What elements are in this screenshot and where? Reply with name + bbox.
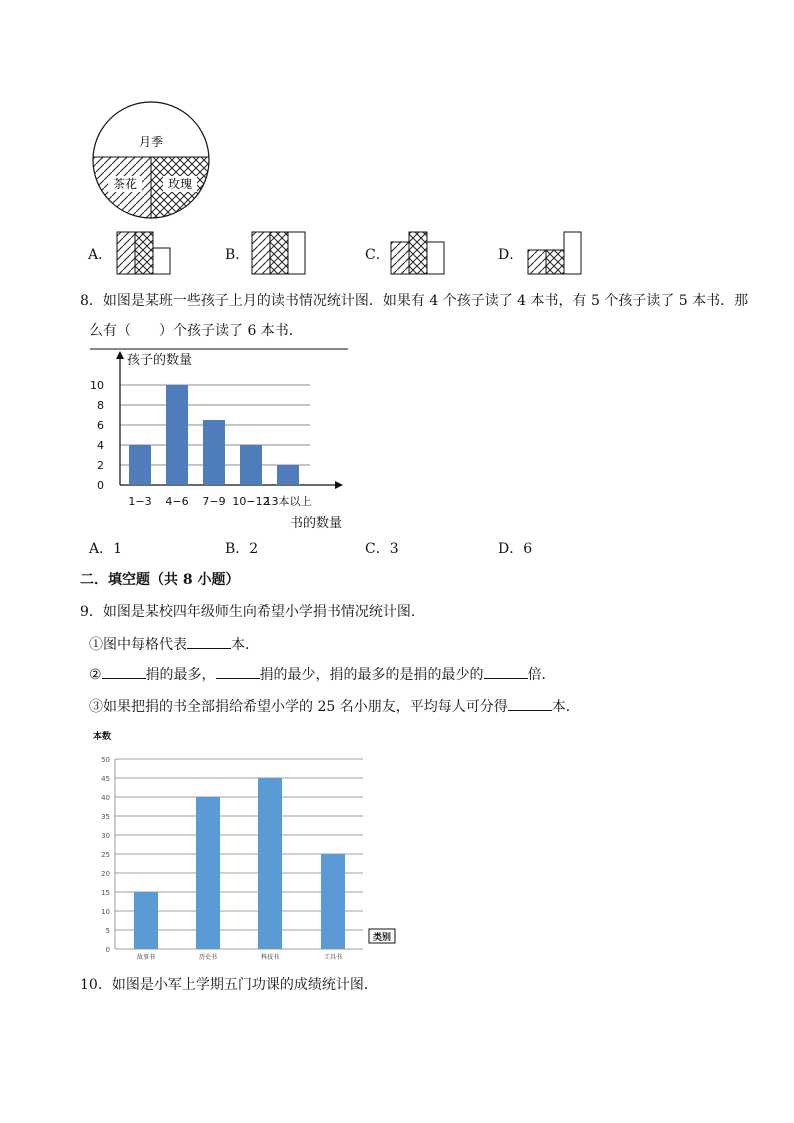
q9-sub1-text-b: 本． xyxy=(231,637,259,653)
y-axis-arrow xyxy=(116,351,124,359)
answer-blank[interactable] xyxy=(484,664,528,679)
y-tick-label: 15 xyxy=(101,889,110,897)
y-tick-label: 25 xyxy=(101,851,110,859)
y-axis-label: 本数 xyxy=(93,732,112,742)
answer-blank[interactable] xyxy=(102,664,146,679)
circle-label-top: 月季 xyxy=(138,135,164,149)
x-tick-label: 故事书 xyxy=(136,954,156,961)
circle-label-left: 茶花 xyxy=(112,177,138,191)
x-tick-label: 1−3 xyxy=(128,495,152,508)
q8-option-a: A．1 xyxy=(89,541,123,557)
answer-blank[interactable] xyxy=(508,696,552,711)
answer-blank[interactable] xyxy=(187,634,231,649)
bar xyxy=(321,854,345,949)
option-b-bars xyxy=(250,230,310,276)
q8-option-d: D．6 xyxy=(498,541,533,557)
reading-bar-chart xyxy=(85,345,355,535)
option-a-label: A． xyxy=(88,247,113,263)
y-tick-label: 30 xyxy=(101,832,110,840)
q9-sub1 xyxy=(89,634,259,654)
option-b-label: B． xyxy=(225,247,250,263)
flower-circle-figure xyxy=(88,100,218,220)
y-tick-label: 6 xyxy=(97,419,104,432)
x-axis-label: 书的数量 xyxy=(290,516,343,531)
y-tick-label: 4 xyxy=(97,439,104,452)
bar xyxy=(196,797,220,949)
x-axis-label: 类别 xyxy=(372,933,392,943)
bar xyxy=(277,465,299,485)
y-tick-label: 40 xyxy=(101,794,110,802)
y-tick-label: 0 xyxy=(105,946,110,954)
option-c-label: C． xyxy=(365,247,390,263)
option-d-label: D． xyxy=(498,247,524,263)
q9-sub2-text-c: 捐的最少，捐的最多的是捐的最少的 xyxy=(259,667,484,683)
answer-blank[interactable] xyxy=(216,664,260,679)
q9-sub3-text-a: ③如果把捐的书全部捐给希望小学的 25 名小朋友，平均每人可分得 xyxy=(89,699,508,715)
y-tick-label: 0 xyxy=(97,479,104,492)
x-tick-label: 10−12 xyxy=(232,495,270,508)
bar xyxy=(258,778,282,949)
q9-stem: 9．如图是某校四年级师生向希望小学捐书情况统计图． xyxy=(80,604,425,620)
section-title: 二．填空题（共 8 小题） xyxy=(80,572,240,588)
x-axis-arrow xyxy=(335,481,343,489)
book-donation-bar-chart xyxy=(85,725,405,965)
bar xyxy=(240,445,262,485)
x-tick-label: 科技书 xyxy=(260,954,280,961)
y-axis-label: 孩子的数量 xyxy=(127,353,193,368)
bar xyxy=(203,420,225,485)
y-tick-label: 50 xyxy=(101,756,110,764)
q9-sub1-text-a: ①图中每格代表 xyxy=(89,637,187,653)
option-c-bars xyxy=(389,230,449,276)
y-tick-label: 2 xyxy=(97,459,104,472)
x-tick-label: 13本以上 xyxy=(264,495,312,508)
q9-sub2 xyxy=(89,664,556,684)
q9-sub3-text-b: 本． xyxy=(551,699,580,715)
x-tick-label: 历史书 xyxy=(198,954,218,961)
y-tick-label: 20 xyxy=(101,870,110,878)
q9-sub2-text-d: 倍． xyxy=(527,667,556,683)
q8-stem-line1: 8．如图是某班一些孩子上月的读书情况统计图．如果有 4 个孩子读了 4 本书，有 5 个孩子读了 5 本书．那 xyxy=(80,293,749,309)
x-tick-label: 4−6 xyxy=(165,495,189,508)
y-tick-label: 5 xyxy=(105,927,110,935)
bar xyxy=(134,892,158,949)
option-a-bars xyxy=(115,230,175,276)
q9-sub2-text-b: 捐的最多， xyxy=(145,667,216,683)
q8-stem-line2: 么有（ ）个孩子读了 6 本书． xyxy=(89,323,303,339)
y-tick-label: 35 xyxy=(101,813,110,821)
y-tick-label: 10 xyxy=(101,908,110,916)
q8-option-c: C．3 xyxy=(365,541,399,557)
bar xyxy=(129,445,151,485)
y-tick-label: 10 xyxy=(90,379,104,392)
q9-sub3 xyxy=(89,696,580,716)
q10-stem: 10．如图是小军上学期五门功课的成绩统计图． xyxy=(80,977,378,993)
bar xyxy=(166,385,188,485)
q8-option-b: B．2 xyxy=(225,541,259,557)
circle-label-right: 玫瑰 xyxy=(167,177,193,191)
option-d-bars xyxy=(526,230,586,276)
y-tick-label: 45 xyxy=(101,775,110,783)
x-tick-label: 7−9 xyxy=(202,495,226,508)
q9-sub2-text-a: ② xyxy=(89,667,102,683)
x-tick-label: 工具书 xyxy=(323,954,343,961)
y-tick-label: 8 xyxy=(97,399,104,412)
